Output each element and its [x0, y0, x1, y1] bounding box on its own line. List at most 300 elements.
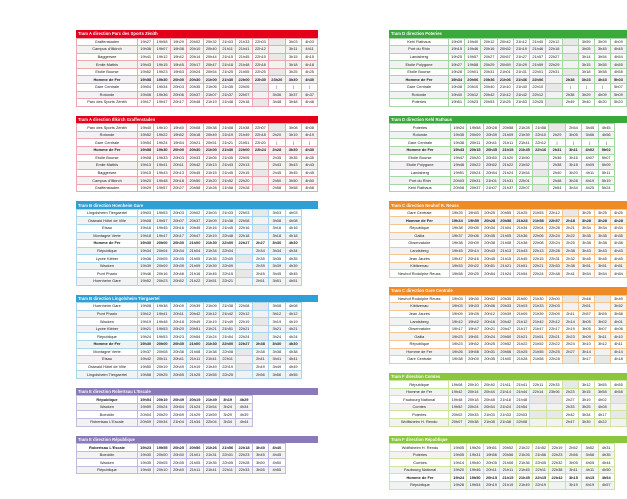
timetable-header: Tram C direction Neuhof R. Reuss: [389, 201, 627, 209]
table-row: [390, 131, 615, 139]
departure-time: 19h24: [138, 333, 154, 341]
departure-time: 21h59: [530, 61, 546, 69]
departure-time: 20h16: [170, 225, 186, 233]
departure-time: 21h21: [498, 262, 514, 270]
station-name: Rotonde: [77, 131, 138, 139]
departure-time: 4h44: [598, 459, 614, 467]
departure-time: 21h00: [203, 146, 219, 154]
departure-time: 21h45: [516, 474, 532, 482]
departure-time: 21h14: [497, 388, 513, 396]
departure-time: 19h58: [465, 61, 481, 69]
departure-time: 21h52: [219, 177, 235, 185]
departure-time: 21h33: [219, 209, 235, 217]
departure-time: 21h05: [203, 154, 219, 162]
departure-time: 19h54: [138, 396, 154, 404]
departure-time: 21h09: [187, 262, 203, 270]
table-row: [390, 169, 615, 177]
departure-time: 21h03: [481, 411, 497, 419]
departure-time: 20h44: [203, 53, 219, 61]
departure-time: 3h12: [594, 340, 610, 348]
departure-time: 3h37: [285, 91, 301, 99]
departure-time: 21h16: [203, 225, 219, 233]
station-name: Poteries: [390, 451, 451, 459]
station-name: Neuhof Rodolphe Reuss: [390, 295, 450, 303]
departure-time: 20h56: [187, 444, 203, 452]
departure-time: 3h49: [610, 295, 626, 303]
departure-time: 20h18: [465, 396, 481, 404]
departure-time: 20h24: [465, 403, 481, 411]
departure-time: 4h25: [301, 68, 317, 76]
departure-time: 3h56: [582, 451, 598, 459]
table-row: [77, 371, 302, 379]
departure-time: 3h43: [594, 247, 610, 255]
departure-time: 19h05: [451, 451, 467, 459]
departure-time: 19h53: [170, 68, 186, 76]
departure-time: 20h23: [170, 333, 186, 341]
table-row: [77, 131, 318, 139]
departure-time: 21h24: [498, 270, 514, 278]
departure-time: 21h08: [481, 419, 497, 427]
departure-time: 21h25: [219, 68, 235, 76]
departure-time: 4h35: [301, 154, 317, 162]
departure-time: 2h28: [269, 146, 285, 154]
departure-time: 19h12: [138, 310, 154, 318]
departure-time: 20h31: [481, 68, 497, 76]
departure-time: 3h11: [285, 46, 301, 54]
departure-time: 20h51: [187, 325, 203, 333]
departure-time: 19h47: [451, 154, 467, 162]
departure-time: 3h38: [594, 240, 610, 248]
departure-time: 21h37: [219, 91, 235, 99]
station-name: Rotonde: [77, 91, 138, 99]
table-row: [390, 381, 627, 389]
departure-time: 21h49: [203, 363, 219, 371]
departure-time: 19h40: [170, 124, 186, 132]
departure-time: 19h31: [467, 451, 483, 459]
station-name: Emile Mathis: [77, 162, 138, 170]
departure-time: 21h15: [500, 146, 516, 154]
departure-time: 20h19: [483, 482, 499, 490]
station-name: Homme de Fer: [77, 340, 138, 348]
station-name: République: [77, 396, 138, 404]
departure-time: 3h38: [578, 240, 594, 248]
departure-time: 21h37: [500, 184, 516, 192]
table-row: [390, 162, 615, 170]
departure-time: 3h18: [269, 232, 285, 240]
departure-time: 19h03: [138, 209, 154, 217]
departure-time: 21h45: [219, 225, 235, 233]
departure-time: 19h12: [449, 318, 465, 326]
departure-time: 21h05: [187, 255, 203, 263]
departure-time: 19h19: [138, 318, 154, 326]
departure-time: 4h51: [610, 262, 626, 270]
departure-time: 3h25: [285, 68, 301, 76]
departure-time: 21h27: [513, 53, 529, 61]
station-name: Montagne Verte: [77, 232, 138, 240]
departure-time: 21h53: [513, 99, 529, 107]
departure-cell-empty: [546, 411, 562, 419]
departure-time: 20h14: [465, 388, 481, 396]
departure-time: 20h58: [500, 124, 516, 132]
departure-time: 22h18: [236, 232, 252, 240]
timetable-header: Tram E direction République: [76, 436, 318, 444]
timetable-grid: [76, 302, 302, 379]
departure-cell-empty: [252, 154, 268, 162]
departure-time: 21h15: [203, 169, 219, 177]
departure-time: 3h45: [269, 270, 285, 278]
departure-time: 20h07: [449, 419, 465, 427]
departure-time: 4h19: [582, 482, 598, 490]
departure-time: 22h03: [252, 38, 268, 46]
departure-time: 22h03: [514, 411, 530, 419]
departure-time: 3h56: [269, 371, 285, 379]
departure-time: 21h36: [516, 459, 532, 467]
departure-time: 4h18: [285, 232, 301, 240]
departure-time: 21h55: [236, 68, 252, 76]
departure-time: 20h45: [483, 146, 499, 154]
timetable-tram-c-gare-centrale: [389, 287, 627, 364]
departure-time: 19h18: [138, 232, 154, 240]
departure-time: 20h42: [187, 162, 203, 170]
station-name: Wolfisheim H. Rendu: [390, 444, 451, 452]
departure-time: 21h00: [187, 240, 203, 248]
departure-time: 19h40: [465, 38, 481, 46]
station-name: Observatoire: [390, 325, 450, 333]
table-row: [77, 318, 302, 326]
departure-time: 19h03: [449, 303, 465, 311]
station-name: Kibitzenau: [390, 262, 450, 270]
departure-cell-empty: [236, 270, 252, 278]
departure-time: 20h51: [482, 262, 498, 270]
departure-time: 20h41: [483, 139, 499, 147]
departure-cell-empty: [252, 83, 268, 91]
departure-cell-empty: [549, 482, 565, 490]
station-name: Etsau: [77, 225, 138, 233]
departure-time: 3h05: [565, 459, 581, 467]
station-name: Homme de Fer: [390, 474, 451, 482]
departure-time: 20h25: [482, 340, 498, 348]
departure-time: 19h50: [138, 363, 154, 371]
station-name: Hoenheim Gare: [77, 277, 138, 285]
departure-time: 22h31: [546, 68, 562, 76]
station-name: Faubourg National: [390, 396, 449, 404]
departure-time: 21h04: [498, 225, 514, 233]
departure-time: 21h11: [497, 381, 513, 389]
departure-time: 19h27: [138, 38, 154, 46]
station-name: Homme de Fer: [390, 388, 449, 396]
departure-time: 3h16: [269, 225, 285, 233]
departure-cell-empty: [269, 53, 285, 61]
departure-time: 20h54: [482, 270, 498, 278]
departure-time: 21h58: [219, 184, 235, 192]
station-name: Gare Centrale: [390, 139, 451, 147]
departure-time: 21h49: [219, 318, 235, 326]
departure-time: 20h42: [481, 91, 497, 99]
departure-time: 20h58: [498, 217, 514, 225]
departure-time: |: [582, 139, 598, 147]
departure-time: 4h18: [301, 61, 317, 69]
station-name: Port du Rhin: [390, 46, 449, 54]
station-name: Kehl Rathaus: [390, 38, 449, 46]
table-row: [77, 270, 302, 278]
departure-time: 19h59: [138, 403, 154, 411]
departure-time: 20h29: [481, 61, 497, 69]
departure-time: 20h40: [203, 46, 219, 54]
station-name: Pont Phario: [77, 310, 138, 318]
departure-time: 19h40: [448, 91, 464, 99]
departure-time: 4h56: [598, 131, 614, 139]
departure-time: 22h08: [514, 419, 530, 427]
departure-time: 21h33: [497, 411, 513, 419]
departure-time: 21h19: [187, 363, 203, 371]
departure-time: 3h03: [269, 209, 285, 217]
departure-cell-empty: [546, 99, 562, 107]
departure-time: 20h33: [498, 303, 514, 311]
station-name: Observatoire: [390, 240, 450, 248]
table-row: [390, 240, 627, 248]
departure-time: 2h47: [562, 419, 578, 427]
departure-time: 20h34: [170, 247, 186, 255]
departure-time: 4h08: [285, 303, 301, 311]
table-row: [390, 247, 627, 255]
departure-time: 22h19: [219, 363, 235, 371]
departure-time: 21h57: [530, 53, 546, 61]
departure-time: 23h20: [269, 76, 285, 84]
departure-time: 4h49: [285, 363, 301, 371]
station-name: Wacken: [77, 403, 138, 411]
departure-cell-empty: [252, 99, 268, 107]
departure-time: 19h23: [154, 68, 170, 76]
departure-time: 21h19: [219, 131, 235, 139]
departure-time: 21h24: [497, 403, 513, 411]
station-name: Gare Centrale: [77, 139, 138, 147]
departure-time: 20h18: [187, 131, 203, 139]
departure-time: 19h54: [467, 482, 483, 490]
table-row: [390, 232, 627, 240]
departure-time: 3h45: [252, 451, 268, 459]
departure-time: 3h59: [578, 38, 594, 46]
station-name: République: [390, 225, 450, 233]
departure-time: 19h46: [138, 270, 154, 278]
table-row: [390, 68, 627, 76]
departure-time: 21h20: [500, 154, 516, 162]
departure-time: 19h54: [138, 139, 154, 147]
station-name: Homme de Fer: [77, 76, 138, 84]
table-row: [77, 124, 318, 132]
departure-time: 21h25: [514, 348, 530, 356]
departure-time: 20h39: [483, 131, 499, 139]
departure-time: 19h57: [154, 184, 170, 192]
departure-time: |: [562, 83, 578, 91]
departure-time: 22h10: [532, 131, 548, 139]
table-row: [390, 310, 627, 318]
departure-time: 20h52: [483, 162, 499, 170]
departure-time: 3h45: [594, 255, 610, 263]
station-name: Port du Rhin: [390, 177, 451, 185]
departure-time: 21h48: [514, 396, 530, 404]
departure-time: 20h32: [203, 38, 219, 46]
departure-time: 20h36: [481, 76, 497, 84]
departure-time: 20h19: [154, 363, 170, 371]
station-name: Kehl Rathaus: [390, 184, 451, 192]
departure-time: 19h53: [449, 262, 465, 270]
departure-time: 2h20: [269, 131, 285, 139]
departure-time: 19h48: [154, 318, 170, 326]
departure-time: 20h24: [154, 403, 170, 411]
departure-time: 2h38: [252, 348, 268, 356]
departure-time: 22h19: [549, 444, 565, 452]
departure-time: 21h54: [516, 169, 532, 177]
departure-time: 20h34: [482, 225, 498, 233]
table-row: [390, 388, 627, 396]
departure-time: 21h19: [203, 318, 219, 326]
departure-time: 21h54: [219, 333, 235, 341]
departure-time: 20h55: [498, 209, 514, 217]
departure-time: 21h38: [203, 348, 219, 356]
departure-time: 3h55: [594, 61, 610, 69]
departure-time: 19h37: [138, 348, 154, 356]
departure-time: 2h56: [252, 371, 268, 379]
departure-cell-empty: [236, 277, 252, 285]
departure-time: |: [598, 139, 614, 147]
station-name: Etoile Bourse: [77, 68, 138, 76]
departure-time: 22h25: [546, 348, 562, 356]
station-name: Poteries: [390, 124, 451, 132]
departure-time: 22h01: [516, 177, 532, 185]
departure-time: 3h25: [578, 209, 594, 217]
departure-time: 4h21: [285, 325, 301, 333]
departure-time: 19h57: [154, 217, 170, 225]
departure-cell-empty: [252, 303, 268, 311]
departure-time: 21h28: [516, 124, 532, 132]
departure-time: 4h29: [236, 396, 252, 404]
departure-time: 21h40: [530, 38, 546, 46]
departure-time: 4h51: [285, 277, 301, 285]
table-row: [77, 255, 302, 263]
departure-time: 22h08: [236, 217, 252, 225]
departure-time: 20h16: [154, 270, 170, 278]
departure-time: 22h05: [236, 83, 252, 91]
departure-cell-empty: [610, 396, 626, 404]
departure-time: 19h40: [467, 459, 483, 467]
departure-time: 4h24: [285, 333, 301, 341]
table-row: [390, 124, 615, 132]
station-name: Ostwald Hôtel de Ville: [77, 363, 138, 371]
departure-time: 4h17: [594, 411, 610, 419]
departure-time: 5h11: [598, 169, 614, 177]
departure-time: 20h17: [170, 99, 186, 107]
departure-time: 19h43: [451, 146, 467, 154]
departure-time: 22h13: [530, 247, 546, 255]
departure-time: 3h54: [594, 53, 610, 61]
departure-cell-empty: [562, 381, 578, 389]
departure-time: 20h50: [498, 333, 514, 341]
departure-time: 19h24: [451, 124, 467, 132]
table-row: [77, 209, 302, 217]
departure-time: 3h34: [269, 247, 285, 255]
departure-time: 22h24: [236, 333, 252, 341]
station-name: Graffenstaden: [77, 184, 138, 192]
departure-time: 22h18: [546, 46, 562, 54]
departure-time: 20h00: [170, 146, 186, 154]
departure-time: 5h07: [598, 154, 614, 162]
departure-time: 19h55: [154, 444, 170, 452]
departure-time: 19h38: [449, 356, 465, 364]
station-name: Homme de Fer: [77, 146, 138, 154]
departure-time: 20h05: [154, 459, 170, 467]
departure-time: 21h34: [203, 247, 219, 255]
departure-time: 3h05: [578, 318, 594, 326]
departure-time: 22h33: [236, 466, 252, 474]
departure-time: 21h08: [498, 240, 514, 248]
departure-time: 22h21: [236, 325, 252, 333]
departure-time: 3h11: [594, 333, 610, 341]
station-name: Gallia: [390, 333, 450, 341]
departure-time: 21h12: [203, 310, 219, 318]
departure-time: 4h02: [582, 146, 598, 154]
departure-time: 20h16: [465, 255, 481, 263]
departure-time: 19h43: [154, 169, 170, 177]
departure-time: 21h21: [203, 325, 219, 333]
departure-time: 19h52: [170, 131, 186, 139]
departure-time: 3h15: [578, 61, 594, 69]
departure-time: 3h19: [565, 482, 581, 490]
departure-time: 19h42: [449, 388, 465, 396]
departure-time: 19h53: [154, 333, 170, 341]
departure-time: |: [301, 139, 317, 147]
departure-time: 20h00: [170, 76, 186, 84]
departure-time: 4h08: [594, 403, 610, 411]
station-name: Homme de Fer: [390, 217, 450, 225]
departure-time: 19h36: [138, 255, 154, 263]
departure-time: 21h35: [219, 154, 235, 162]
departure-time: 3h35: [594, 232, 610, 240]
departure-time: 21h38: [219, 303, 235, 311]
departure-time: 4h25: [582, 184, 598, 192]
departure-time: 3h11: [565, 466, 581, 474]
departure-time: 22h08: [219, 348, 235, 356]
departure-time: 19h26: [449, 348, 465, 356]
departure-time: 19h23: [449, 340, 465, 348]
departure-time: 4h38: [610, 240, 626, 248]
departure-time: 20h24: [467, 169, 483, 177]
timetable-tram-f-republique: [389, 436, 627, 490]
departure-time: 21h24: [500, 169, 516, 177]
departure-time: 22h16: [532, 146, 548, 154]
departure-time: 4h55: [610, 61, 626, 69]
departure-time: 20h03: [451, 177, 467, 185]
departure-time: 20h55: [170, 371, 186, 379]
departure-time: 20h40: [170, 466, 186, 474]
departure-time: 21h06: [500, 459, 516, 467]
departure-time: 3h54: [578, 270, 594, 278]
departure-time: 19h41: [154, 162, 170, 170]
departure-time: 20h52: [498, 340, 514, 348]
departure-time: 21h03: [203, 209, 219, 217]
departure-time: 20h53: [481, 99, 497, 107]
departure-time: 4h50: [269, 459, 285, 467]
departure-time: 21h24: [187, 403, 203, 411]
departure-time: 21h26: [203, 444, 219, 452]
departure-time: 3h48: [269, 99, 285, 107]
departure-cell-empty: [269, 61, 285, 69]
departure-time: 22h01: [530, 68, 546, 76]
departure-time: 4h30: [285, 240, 301, 248]
departure-time: 19h24: [154, 139, 170, 147]
departure-time: 20h12: [465, 91, 481, 99]
departure-time: 20h06: [465, 76, 481, 84]
departure-time: 21h03: [514, 303, 530, 311]
